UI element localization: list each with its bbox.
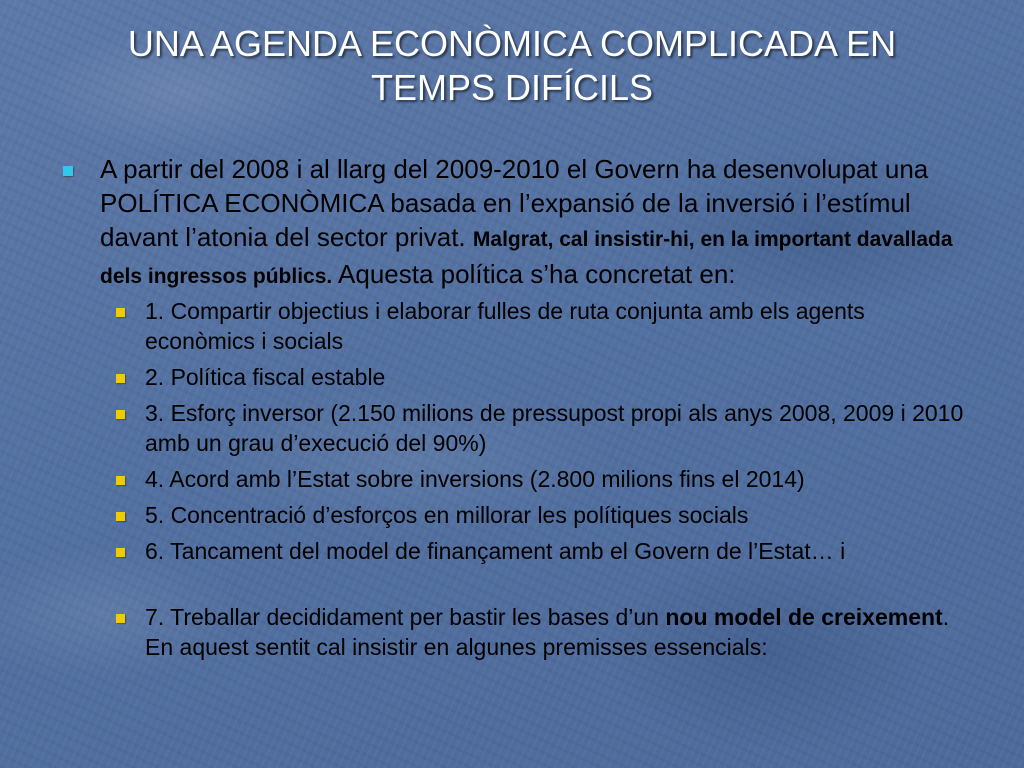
square-bullet-icon (116, 614, 125, 623)
slide-title-line-1: UNA AGENDA ECONÒMICA COMPLICADA EN (127, 23, 897, 64)
list-item-text: 1. Compartir objectius i elaborar fulles de ruta conjunta amb els agents econòmics i socials (145, 298, 865, 354)
list-item-text-pre: 7. Treballar decididament per bastir les bases d’un (145, 604, 666, 630)
list-item-emphasis: nou model de creixement (665, 604, 943, 630)
square-bullet-icon (116, 512, 125, 521)
square-bullet-icon (116, 548, 125, 557)
list-item (58, 362, 978, 392)
list-item (58, 500, 978, 530)
square-bullet-icon (116, 410, 125, 419)
slide-title-line-2: TEMPS DIFÍCILS (370, 67, 654, 108)
list-item-text-post: . En aquest sentit cal insistir en algunes premisses essencials: (145, 604, 950, 660)
list-item (58, 398, 978, 458)
list-item-text: 3. Esforç inversor (2.150 milions de pressupost propi als anys 2008, 2009 i 2010 amb un grau d’execució del 90%) (145, 400, 964, 456)
slide-body (58, 152, 978, 668)
list-item (58, 602, 978, 662)
sub-bullet-list (58, 296, 978, 662)
square-bullet-icon (116, 374, 125, 383)
slide-title (60, 22, 964, 110)
list-item-text: 4. Acord amb l’Estat sobre inversions (2.800 milions fins el 2014) (145, 466, 805, 492)
list-item (58, 464, 978, 494)
main-bullet-emphasis: Malgrat, cal insistir-hi, en la important davallada dels ingressos públics. (100, 228, 953, 288)
list-item-text: 2. Política fiscal estable (145, 364, 386, 390)
square-bullet-icon (116, 476, 125, 485)
list-item (58, 296, 978, 356)
square-bullet-icon (63, 166, 73, 176)
main-bullet-text: A partir del 2008 i al llarg del 2009-2010 el Govern ha desenvolupat una POLÍTICA ECONÒMICA basada en l’expansió de la inversió i l’estímul davant l’atonia del sector privat. (100, 154, 929, 252)
main-bullet (58, 152, 978, 294)
main-bullet-tail: Aquesta política s’ha concretat en: (338, 259, 736, 289)
list-item (58, 536, 978, 566)
list-item-text: 6. Tancament del model de finançament amb el Govern de l’Estat… i (145, 538, 846, 564)
list-item-text: 5. Concentració d’esforços en millorar les polítiques socials (145, 502, 749, 528)
square-bullet-icon (116, 308, 125, 317)
